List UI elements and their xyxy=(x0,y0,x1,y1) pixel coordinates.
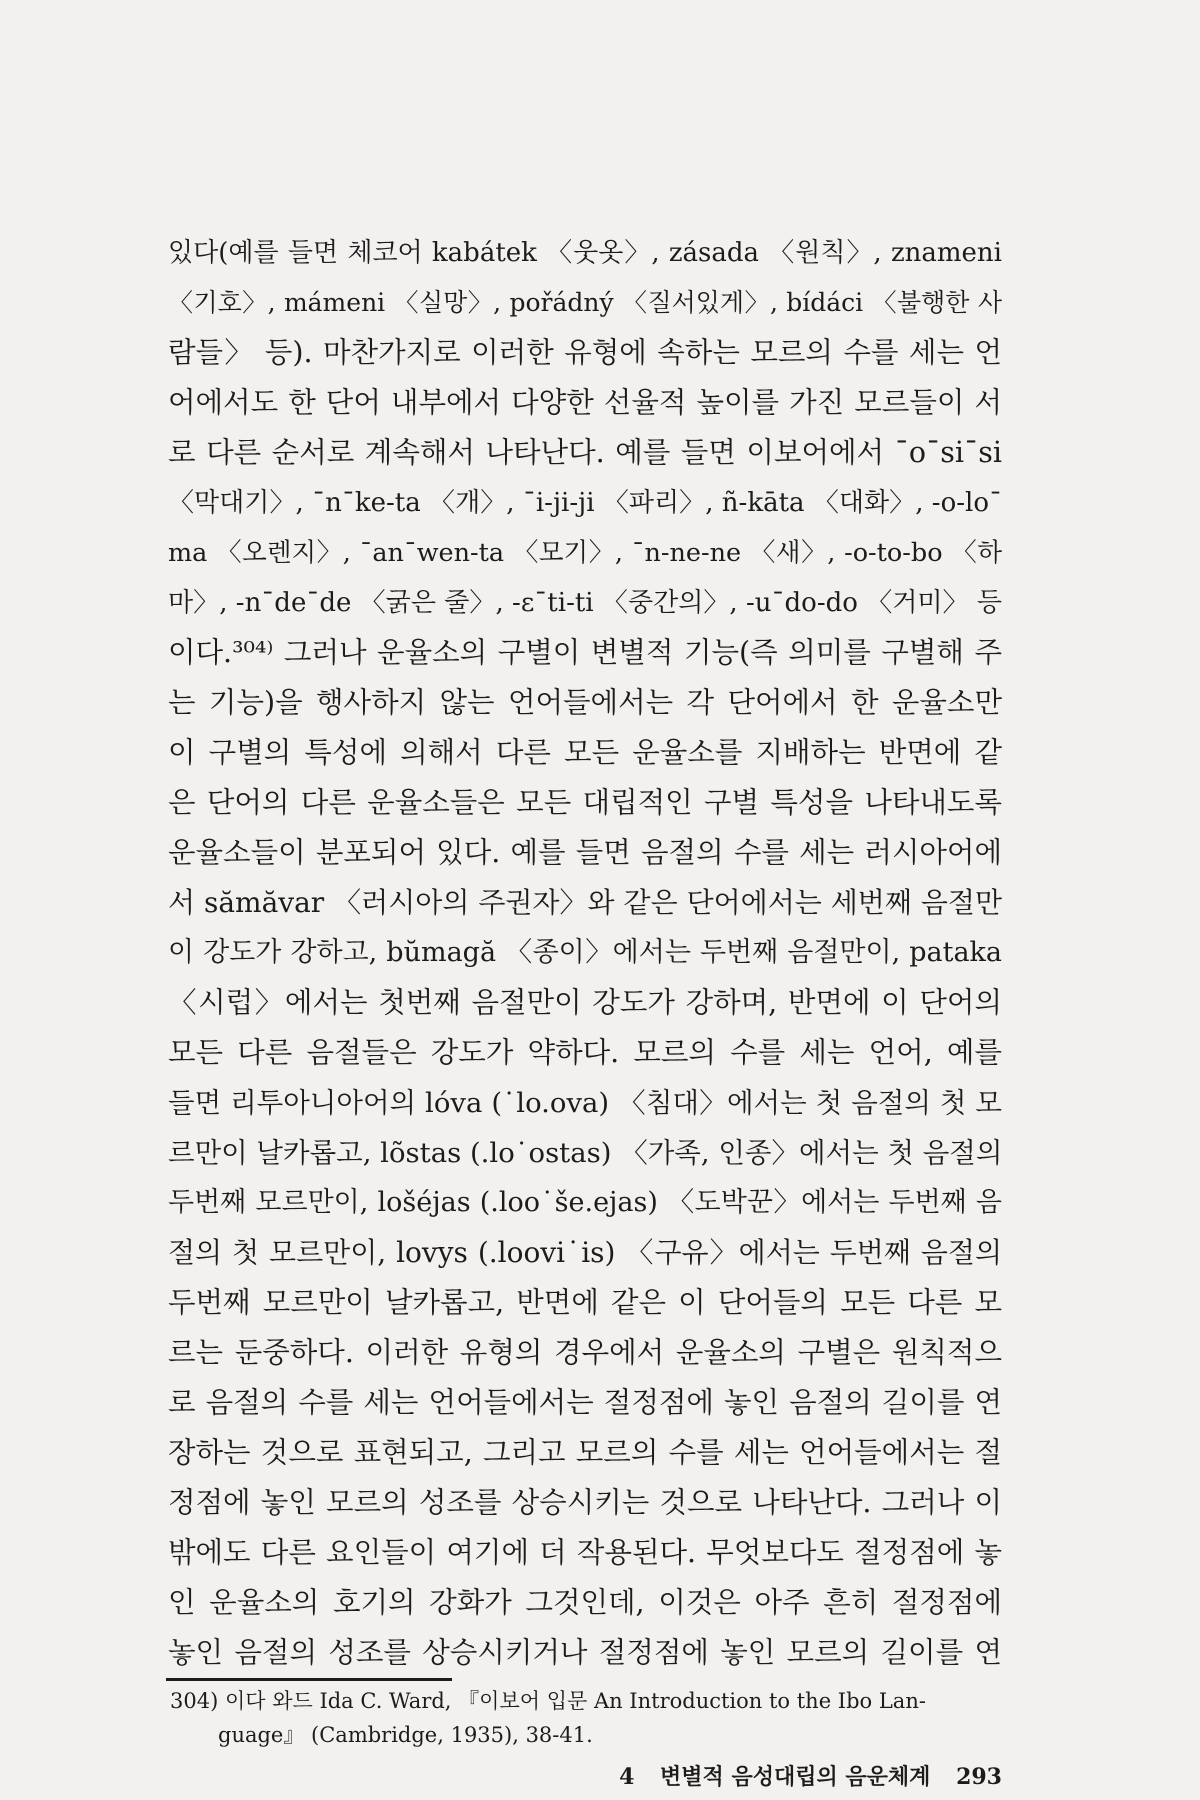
body-line: 〈막대기〉, ¯n¯ke-ta 〈개〉, ¯i-ji-ji 〈파리〉, ñ-kāta 〈대화〉, -o-lo¯ xyxy=(168,488,1002,518)
chapter-number: 4 xyxy=(619,1764,635,1790)
body-line: 〈시럽〉에서는 첫번째 음절만이 강도가 강하며, 반면에 이 단어의 xyxy=(168,986,1002,1019)
body-line: 어에서도 한 단어 내부에서 다양한 선율적 높이를 가진 모르들이 서 xyxy=(168,386,1002,419)
body-line: 모든 다른 음절들은 강도가 약하다. 모르의 수를 세는 언어, 예를 xyxy=(168,1036,1002,1069)
section-title: 변별적 음성대립의 음운체계 xyxy=(660,1764,931,1790)
footnote-line: guage』 (Cambridge, 1935), 38-41. xyxy=(218,1723,593,1747)
body-line: 들면 리투아니아어의 lóva (˙lo.ova) 〈침대〉에서는 첫 음절의 첫 모 xyxy=(168,1087,1002,1119)
body-line: ma 〈오렌지〉, ¯an¯wen-ta 〈모기〉, ¯n-ne-ne 〈새〉, -o-to-bo 〈하 xyxy=(168,538,1002,568)
body-line: 르만이 날카롭고, lõstas (.lo˙ostas) 〈가족, 인종〉에서는 첫 음절의 xyxy=(168,1137,1002,1169)
body-line: 장하는 것으로 표현되고, 그리고 모르의 수를 세는 언어들에서는 절 xyxy=(168,1436,1002,1469)
body-line: 로 다른 순서로 계속해서 나타난다. 예를 들면 이보어에서 ¯o¯si¯si xyxy=(168,436,1002,469)
body-line: 이 구별의 특성에 의해서 다른 모든 운율소를 지배하는 반면에 같 xyxy=(168,736,1002,769)
footnote-line: 304) 이다 와드 Ida C. Ward, 『이보어 입문 An Introduction to the Ibo Lan- xyxy=(170,1689,926,1713)
page-number: 293 xyxy=(956,1764,1002,1790)
body-line: 두번째 모르만이, lošéjas (.loo˙še.ejas) 〈도박꾼〉에서는 두번째 음 xyxy=(168,1187,1002,1218)
body-text xyxy=(168,228,1002,1678)
footnote xyxy=(170,1684,1002,1752)
body-line: 정점에 놓인 모르의 성조를 상승시키는 것으로 나타난다. 그러나 이 xyxy=(168,1486,1002,1519)
body-line: 마〉, -n¯de¯de 〈굵은 줄〉, -ɛ¯ti-ti 〈중간의〉, -u¯do-do 〈거미〉 등 xyxy=(168,588,1002,618)
body-line: 놓인 음절의 성조를 상승시키거나 절정점에 놓인 모르의 길이를 연 xyxy=(168,1636,1002,1669)
body-line: 서 sămăvar 〈러시아의 주권자〉와 같은 단어에서는 세번째 음절만 xyxy=(168,886,1002,919)
body-line: 운율소들이 분포되어 있다. 예를 들면 음절의 수를 세는 러시아어에 xyxy=(168,836,1002,869)
body-line: 있다(예를 들면 체코어 kabátek 〈웃옷〉, zásada 〈원칙〉, znameni xyxy=(168,238,1002,268)
body-line: 는 기능)을 행사하지 않는 언어들에서는 각 단어에서 한 운율소만 xyxy=(168,686,1002,719)
running-footer xyxy=(560,1760,1002,1791)
footnote-divider xyxy=(166,1678,452,1681)
body-line: 르는 둔중하다. 이러한 유형의 경우에서 운율소의 구별은 원칙적으 xyxy=(168,1336,1002,1369)
body-line: 인 운율소의 호기의 강화가 그것인데, 이것은 아주 흔히 절정점에 xyxy=(168,1586,1002,1619)
body-line: 절의 첫 모르만이, lovys (.loovi˙is) 〈구유〉에서는 두번째 음절의 xyxy=(168,1236,1002,1269)
body-line: 로 음절의 수를 세는 언어들에서는 절정점에 놓인 음절의 길이를 연 xyxy=(168,1386,1002,1419)
body-line: 〈기호〉, mámeni 〈실망〉, pořádný 〈질서있게〉, bídáci 〈불행한 사 xyxy=(168,288,1002,317)
body-line: 은 단어의 다른 운율소들은 모든 대립적인 구별 특성을 나타내도록 xyxy=(168,786,1002,819)
body-line: 이 강도가 강하고, bŭmagă 〈종이〉에서는 두번째 음절만이, pataka xyxy=(168,937,1002,968)
body-line: 두번째 모르만이 날카롭고, 반면에 같은 이 단어들의 모든 다른 모 xyxy=(168,1286,1002,1319)
body-line: 람들〉 등). 마찬가지로 이러한 유형에 속하는 모르의 수를 세는 언 xyxy=(168,336,1002,369)
body-line: 밖에도 다른 요인들이 여기에 더 작용된다. 무엇보다도 절정점에 놓 xyxy=(168,1536,1002,1569)
body-line: 이다.³⁰⁴⁾ 그러나 운율소의 구별이 변별적 기능(즉 의미를 구별해 주 xyxy=(168,636,1002,669)
